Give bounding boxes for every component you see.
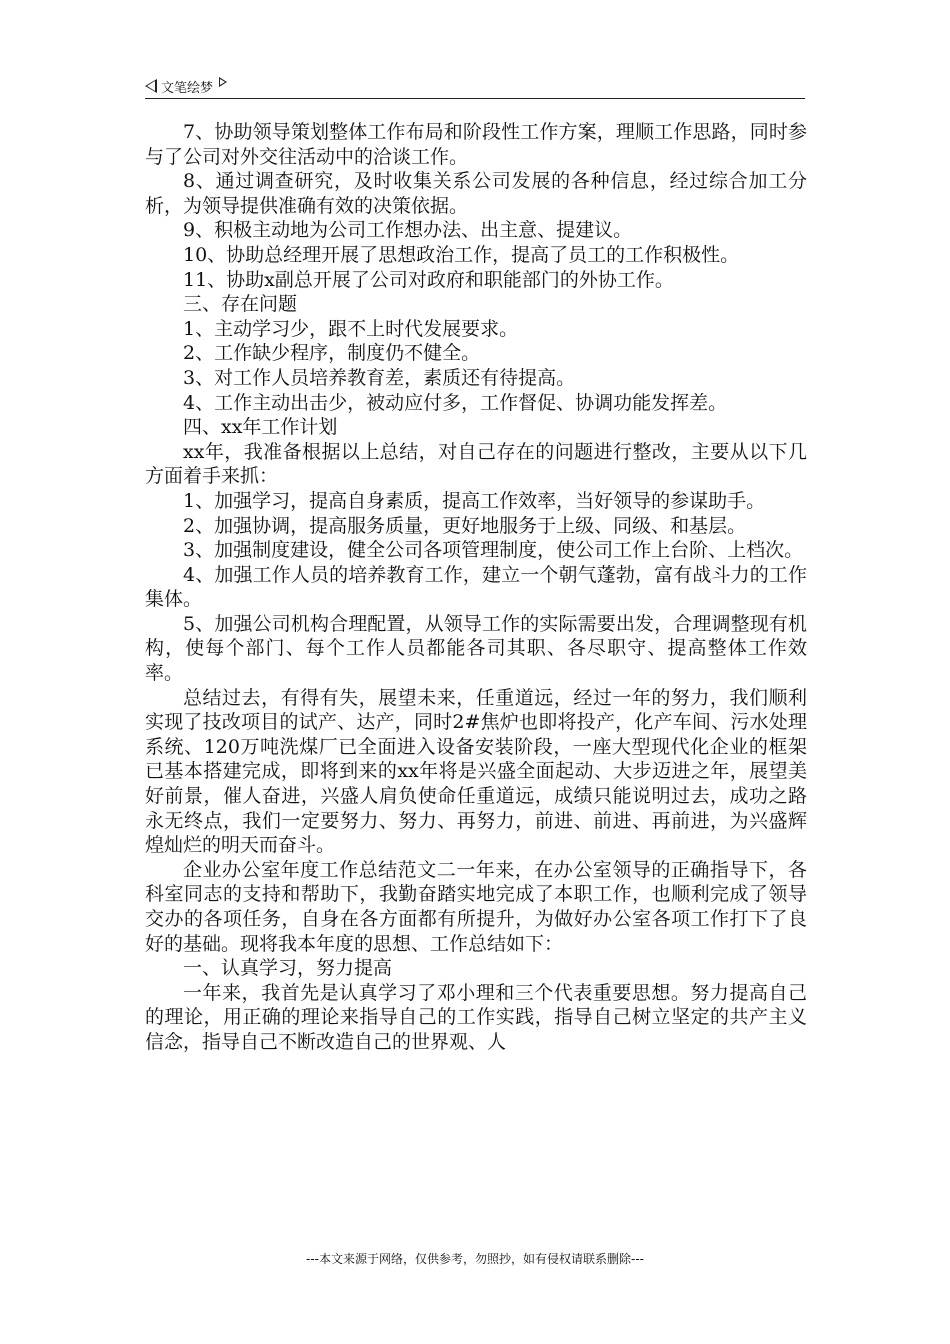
paragraph: 3、加强制度建设，健全公司各项管理制度，使公司工作上台阶、上档次。 — [183, 539, 804, 562]
paragraph: 4、加强工作人员的培养教育工作，建立一个朝气蓬勃，富有战斗力的工作集体。 — [145, 563, 807, 611]
paragraph: 一年来，我首先是认真学习了邓小理和三个代表重要思想。努力提高自己的理论，用正确的理论来指导自己的工作实践，指导自己树立坚定的共产主义信念，指导自己不断改造自己的世界观、人 — [145, 981, 807, 1053]
paragraph: 11、协助x副总开展了公司对政府和职能部门的外协工作。 — [183, 268, 674, 291]
paragraph: 3、对工作人员培养教育差，素质还有待提高。 — [183, 366, 576, 389]
document-body — [145, 120, 807, 1055]
paragraph: 1、加强学习，提高自身素质，提高工作效率，当好领导的参谋助手。 — [183, 489, 766, 512]
section-heading: 三、存在问题 — [183, 293, 298, 316]
paragraph: 总结过去，有得有失，展望未来，任重道远，经过一年的努力，我们顺利实现了技改项目的试产、达产，同时2#焦炉也即将投产，化产车间、污水处理系统、120万吨洗煤厂已全面进入设备安装阶段，一座大型现代化企业的框架已基本搭建完成，即将到来的xx年将是兴盛全面起动、大步迈进之年，展望美好前景，催人奋进，兴盛人肩负使命任重道远，成绩只能说明过去，成功之路永无终点，我们一定要努力、努力、再努力，前进、前进、再前进，为兴盛辉煌灿烂的明天而奋斗。 — [145, 686, 807, 857]
paragraph: 1、主动学习少，跟不上时代发展要求。 — [183, 317, 519, 340]
triangle-left-icon — [145, 79, 157, 93]
paragraph: 9、积极主动地为公司工作想办法、出主意、提建议。 — [183, 219, 633, 242]
page-header — [145, 74, 805, 99]
paragraph: 2、工作缺少程序，制度仍不健全。 — [183, 342, 481, 365]
header-title: 文笔绘梦 — [161, 80, 214, 96]
section-heading: 四、xx年工作计划 — [183, 416, 338, 439]
paragraph: xx年，我准备根据以上总结，对自己存在的问题进行整改，主要从以下几方面着手来抓： — [145, 440, 807, 488]
paragraph: 2、加强协调，提高服务质量，更好地服务于上级、同级、和基层。 — [183, 514, 747, 537]
section-heading: 一、认真学习，努力提高 — [183, 957, 393, 980]
triangle-right-icon — [219, 77, 227, 87]
paragraph: 7、协助领导策划整体工作布局和阶段性工作方案，理顺工作思路，同时参与了公司对外交往活动中的洽谈工作。 — [145, 121, 807, 168]
paragraph: 企业办公室年度工作总结范文二一年来，在办公室领导的正确指导下，各科室同志的支持和帮助下，我勤奋踏实地完成了本职工作，也顺利完成了领导交办的各项任务，自身在各方面都有所提升，为做好办公室各项工作打下了良好的基础。现将我本年度的思想、工作总结如下： — [145, 858, 807, 955]
page-footer: ---本文来源于网络，仅供参考，勿照抄，如有侵权请联系删除--- — [306, 1252, 644, 1266]
paragraph: 8、通过调查研究，及时收集关系公司发展的各种信息，经过综合加工分析，为领导提供准确有效的决策依据。 — [145, 170, 807, 217]
paragraph: 4、工作主动出击少，被动应付多，工作督促、协调功能发挥差。 — [183, 391, 728, 414]
paragraph: 10、协助总经理开展了思想政治工作，提高了员工的工作积极性。 — [183, 243, 740, 266]
paragraph: 5、加强公司机构合理配置，从领导工作的实际需要出发，合理调整现有机构，使每个部门、每个工作人员都能各司其职、各尽职守、提高整体工作效率。 — [145, 612, 807, 685]
